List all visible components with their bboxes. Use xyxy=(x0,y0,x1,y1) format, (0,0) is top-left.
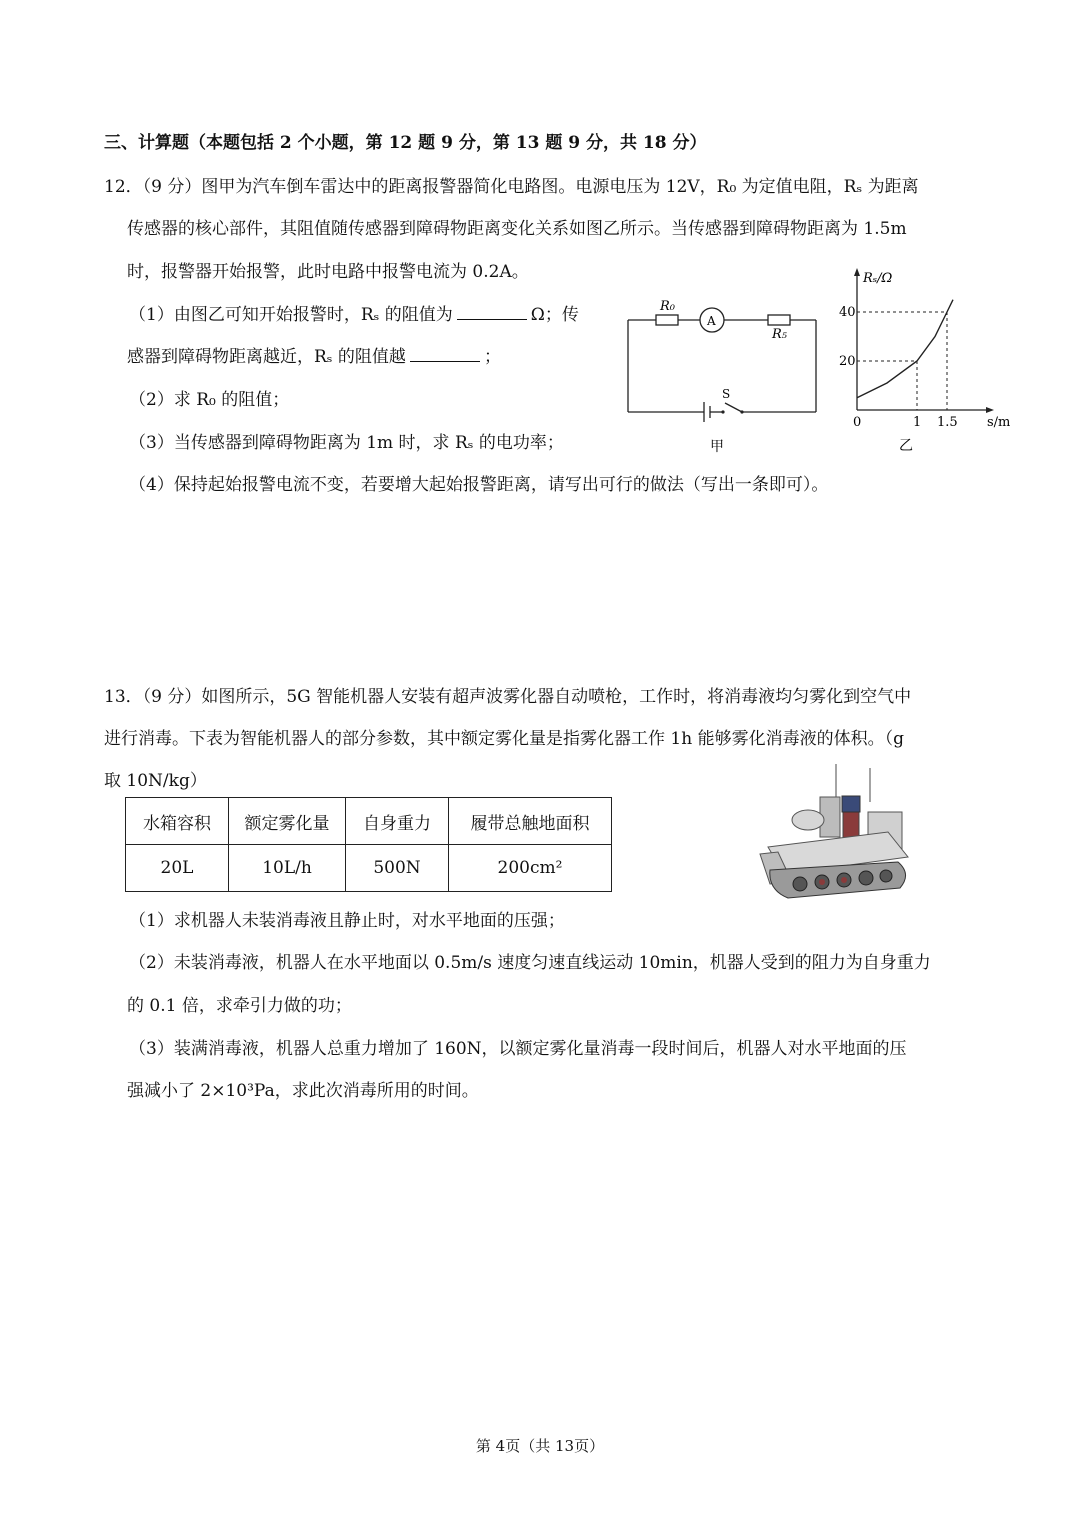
page-footer: 第 4页（共 13页） xyxy=(475,1437,605,1455)
answer-blank-1[interactable] xyxy=(457,305,527,320)
robot-illustration xyxy=(748,762,914,908)
table-value-cell: 10L/h xyxy=(229,845,346,892)
x-tick-1-5: 1.5 xyxy=(937,415,958,430)
table-header-cell: 自身重力 xyxy=(346,798,449,845)
rs-distance-graph xyxy=(835,262,1025,462)
q13-sub3-line2: 强减小了 2×10³Pa，求此次消毒所用的时间。 xyxy=(127,1081,479,1101)
q13-sub1: （1）求机器人未装消毒液且静止时，对水平地面的压强； xyxy=(129,911,565,931)
ammeter-label: A xyxy=(707,314,716,328)
section-heading: 三、计算题（本题包括 2 个小题，第 12 题 9 分，第 13 题 9 分，共 18 分） xyxy=(104,133,707,153)
x-axis-label: s/m xyxy=(987,415,1011,430)
origin-label: 0 xyxy=(853,415,862,430)
table-header-cell: 额定雾化量 xyxy=(229,798,346,845)
q13-sub2-line1: （2）未装消毒液，机器人在水平地面以 0.5m/s 速度匀速直线运动 10min，机器人受到的阻力为自身重力 xyxy=(129,953,931,973)
q12-sub1-line1 xyxy=(129,300,579,325)
q12-sub1-end: Ω；传 xyxy=(530,305,579,325)
x-tick-1: 1 xyxy=(913,415,922,430)
table-value-row xyxy=(126,845,612,892)
q12-sub1b-end: ； xyxy=(483,347,501,367)
q12-sub3: （3）当传感器到障碍物距离为 1m 时，求 Rₛ 的电功率； xyxy=(129,433,564,453)
x-axis-arrow xyxy=(986,407,994,413)
y-tick-40: 40 xyxy=(839,305,856,320)
table-value-cell: 200cm² xyxy=(449,845,612,892)
rs-label: R₅ xyxy=(772,327,787,342)
q13-intro-line3: 取 10N/kg） xyxy=(104,771,207,791)
q12-sub4: （4）保持起始报警电流不变，若要增大起始报警距离，请写出可行的做法（写出一条即可）。 xyxy=(129,475,829,495)
q13-sub3-line1: （3）装满消毒液，机器人总重力增加了 160N，以额定雾化量消毒一段时间后，机器人对水平地面的压 xyxy=(129,1039,907,1059)
y-axis-label: Rₛ/Ω xyxy=(863,271,893,286)
q13-intro-line2: 进行消毒。下表为智能机器人的部分参数，其中额定雾化量是指雾化器工作 1h 能够雾化消毒液的体积。（g xyxy=(104,729,904,749)
q12-intro-line3: 时，报警器开始报警，此时电路中报警电流为 0.2A。 xyxy=(127,262,529,282)
q12-sub1-text: （1）由图乙可知开始报警时，Rₛ 的阻值为 xyxy=(129,305,453,325)
robot-params-table xyxy=(125,797,612,892)
rs-curve xyxy=(857,300,953,398)
q12-sub1-line2 xyxy=(127,342,501,367)
r0-label: R₀ xyxy=(660,299,675,314)
table-header-cell: 履带总触地面积 xyxy=(449,798,612,845)
q12-intro-line1: 12．（9 分）图甲为汽车倒车雷达中的距离报警器简化电路图。电源电压为 12V，R₀ 为定值电阻，Rₛ 为距离 xyxy=(104,177,919,197)
circuit-diagram xyxy=(618,290,828,460)
table-value-cell: 20L xyxy=(126,845,229,892)
q12-intro-line2: 传感器的核心部件，其阻值随传感器到障碍物距离变化关系如图乙所示。当传感器到障碍物距离为 1.5m xyxy=(127,219,907,239)
q13-sub2-line2: 的 0.1 倍，求牵引力做的功； xyxy=(127,996,352,1016)
answer-blank-2[interactable] xyxy=(410,347,480,362)
y-tick-20: 20 xyxy=(839,354,856,369)
switch-label: S xyxy=(722,387,731,401)
y-axis-arrow xyxy=(854,268,860,276)
q12-sub1b-text: 感器到障碍物距离越近，Rₛ 的阻值越 xyxy=(127,347,406,367)
graph-caption: 乙 xyxy=(899,438,913,454)
table-header-row xyxy=(126,798,612,845)
table-header-cell: 水箱容积 xyxy=(126,798,229,845)
circuit-caption: 甲 xyxy=(710,439,724,455)
q13-intro-line1: 13．（9 分）如图所示，5G 智能机器人安装有超声波雾化器自动喷枪，工作时，将消毒液均匀雾化到空气中 xyxy=(104,687,912,707)
table-value-cell: 500N xyxy=(346,845,449,892)
q12-sub2: （2）求 R₀ 的阻值； xyxy=(129,390,290,410)
